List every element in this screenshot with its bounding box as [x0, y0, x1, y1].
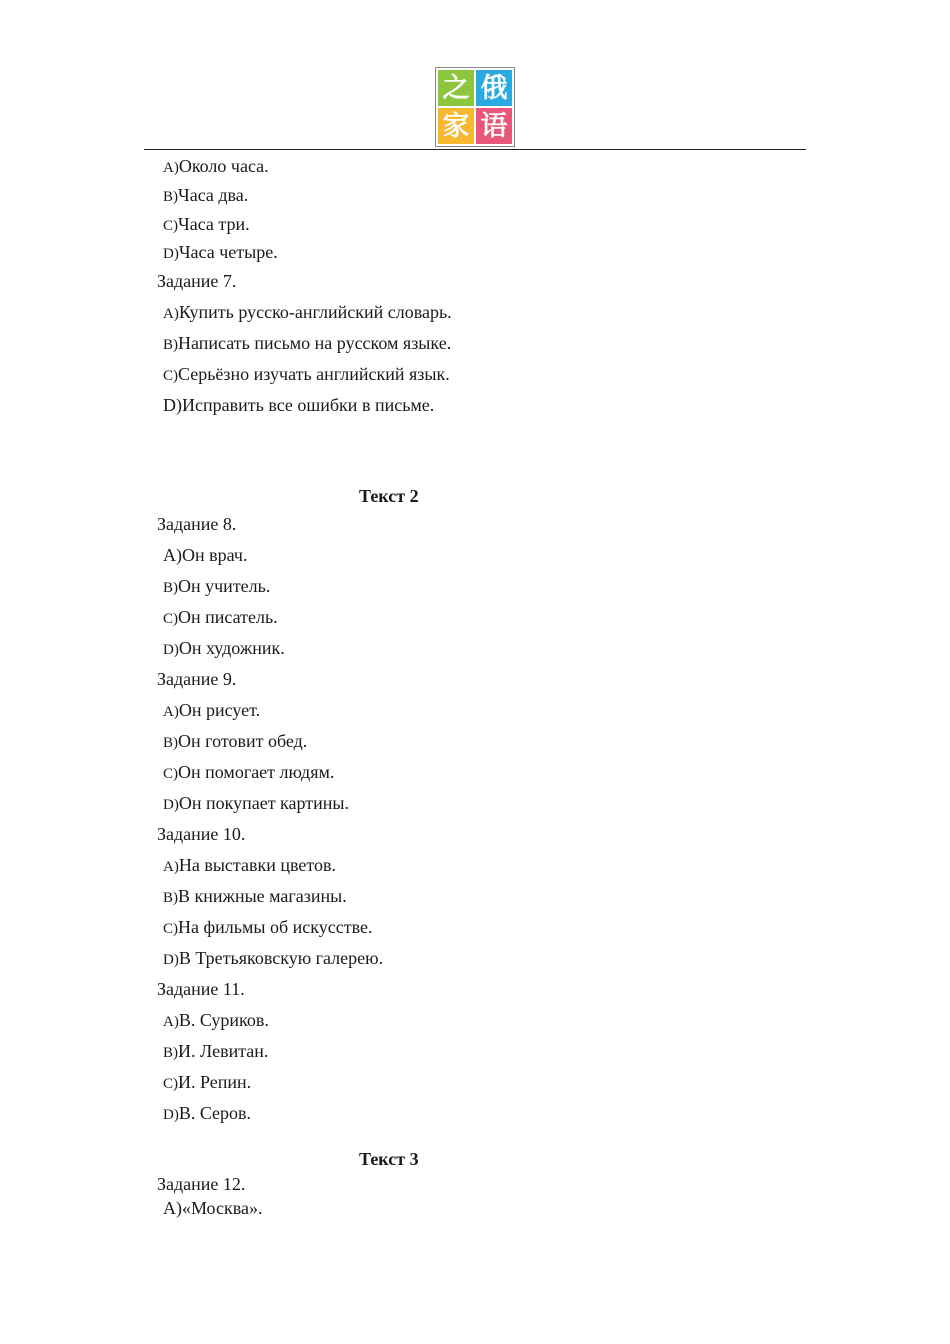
- option-letter: A): [163, 859, 179, 875]
- option-text: Исправить все ошибки в письме.: [182, 395, 435, 415]
- option-letter: C): [163, 1076, 178, 1092]
- answer-option: [163, 1197, 263, 1219]
- answer-option: [163, 213, 250, 237]
- answer-option: [163, 792, 349, 816]
- option-text: И. Левитан.: [178, 1041, 269, 1061]
- answer-option: [163, 241, 278, 265]
- answer-option: [163, 332, 451, 356]
- option-letter: B): [163, 580, 178, 596]
- answer-option: [163, 916, 372, 940]
- task-title: Задание 9.: [157, 669, 237, 689]
- answer-option: [163, 854, 336, 878]
- option-text: В книжные магазины.: [178, 886, 347, 906]
- option-letter: A): [163, 306, 179, 322]
- option-text: В Третьяковскую галерею.: [178, 948, 384, 968]
- option-letter: A): [163, 1198, 182, 1218]
- section-heading: Текст 2: [359, 486, 419, 506]
- answer-option: [163, 301, 452, 325]
- option-text: На выставки цветов.: [178, 855, 336, 875]
- option-text: Он рисует.: [178, 700, 261, 720]
- option-letter: D): [163, 246, 179, 262]
- option-letter: D): [163, 395, 182, 415]
- option-text: Он врач.: [182, 545, 248, 565]
- answer-option: [163, 184, 248, 208]
- option-letter: C): [163, 218, 178, 234]
- option-letter: C): [163, 611, 178, 627]
- option-letter: D): [163, 797, 179, 813]
- option-letter: C): [163, 368, 178, 384]
- answer-option: [163, 1040, 268, 1064]
- logo-char: 俄: [476, 70, 512, 106]
- answer-option: [163, 947, 383, 971]
- option-text: В. Серов.: [178, 1103, 252, 1123]
- option-letter: A): [163, 545, 182, 565]
- task-title: Задание 7.: [157, 271, 237, 291]
- answer-option: [163, 575, 270, 599]
- option-text: Он готовит обед.: [178, 731, 308, 751]
- option-text: Написать письмо на русском языке.: [178, 333, 452, 353]
- option-letter: D): [163, 952, 179, 968]
- answer-option: [163, 885, 347, 909]
- option-text: Около часа.: [178, 156, 269, 176]
- option-text: Купить русско-английский словарь.: [178, 302, 452, 322]
- answer-option: [163, 730, 307, 754]
- option-letter: B): [163, 1045, 178, 1061]
- option-letter: B): [163, 735, 178, 751]
- option-text: Он покупает картины.: [178, 793, 350, 813]
- option-text: На фильмы об искусстве.: [178, 917, 373, 937]
- option-text: Часа три.: [178, 214, 250, 234]
- option-letter: B): [163, 189, 178, 205]
- option-letter: D): [163, 1107, 179, 1123]
- task-title: Задание 11.: [157, 979, 245, 999]
- option-letter: D): [163, 642, 179, 658]
- option-text: И. Репин.: [178, 1072, 252, 1092]
- task-title: Задание 10.: [157, 824, 246, 844]
- section-heading: Текст 3: [359, 1149, 419, 1169]
- answer-option: [163, 155, 269, 179]
- answer-option: [163, 394, 434, 416]
- option-text: Он художник.: [178, 638, 285, 658]
- option-text: Серьёзно изучать английский язык.: [178, 364, 450, 384]
- option-letter: A): [163, 160, 179, 176]
- option-text: Он писатель.: [178, 607, 278, 627]
- answer-option: [163, 606, 278, 630]
- logo-char: 语: [476, 108, 512, 144]
- option-text: Он помогает людям.: [178, 762, 335, 782]
- option-letter: A): [163, 704, 179, 720]
- header-rule: [144, 149, 806, 150]
- option-letter: B): [163, 890, 178, 906]
- task-title: Задание 12.: [157, 1174, 246, 1194]
- site-logo: [435, 67, 515, 147]
- answer-option: [163, 363, 450, 387]
- option-text: В. Суриков.: [178, 1010, 269, 1030]
- answer-option: [163, 637, 285, 661]
- option-text: Часа два.: [178, 185, 249, 205]
- option-letter: C): [163, 766, 178, 782]
- answer-option: [163, 1071, 251, 1095]
- option-text: Часа четыре.: [178, 242, 278, 262]
- answer-option: [163, 1102, 251, 1126]
- option-text: «Москва».: [182, 1198, 263, 1218]
- option-letter: A): [163, 1014, 179, 1030]
- task-title: Задание 8.: [157, 514, 237, 534]
- option-letter: C): [163, 921, 178, 937]
- option-text: Он учитель.: [178, 576, 271, 596]
- answer-option: [163, 761, 334, 785]
- answer-option: [163, 544, 247, 566]
- answer-option: [163, 699, 260, 723]
- answer-option: [163, 1009, 269, 1033]
- logo-char: 家: [438, 108, 474, 144]
- option-letter: B): [163, 337, 178, 353]
- logo-char: 之: [438, 70, 474, 106]
